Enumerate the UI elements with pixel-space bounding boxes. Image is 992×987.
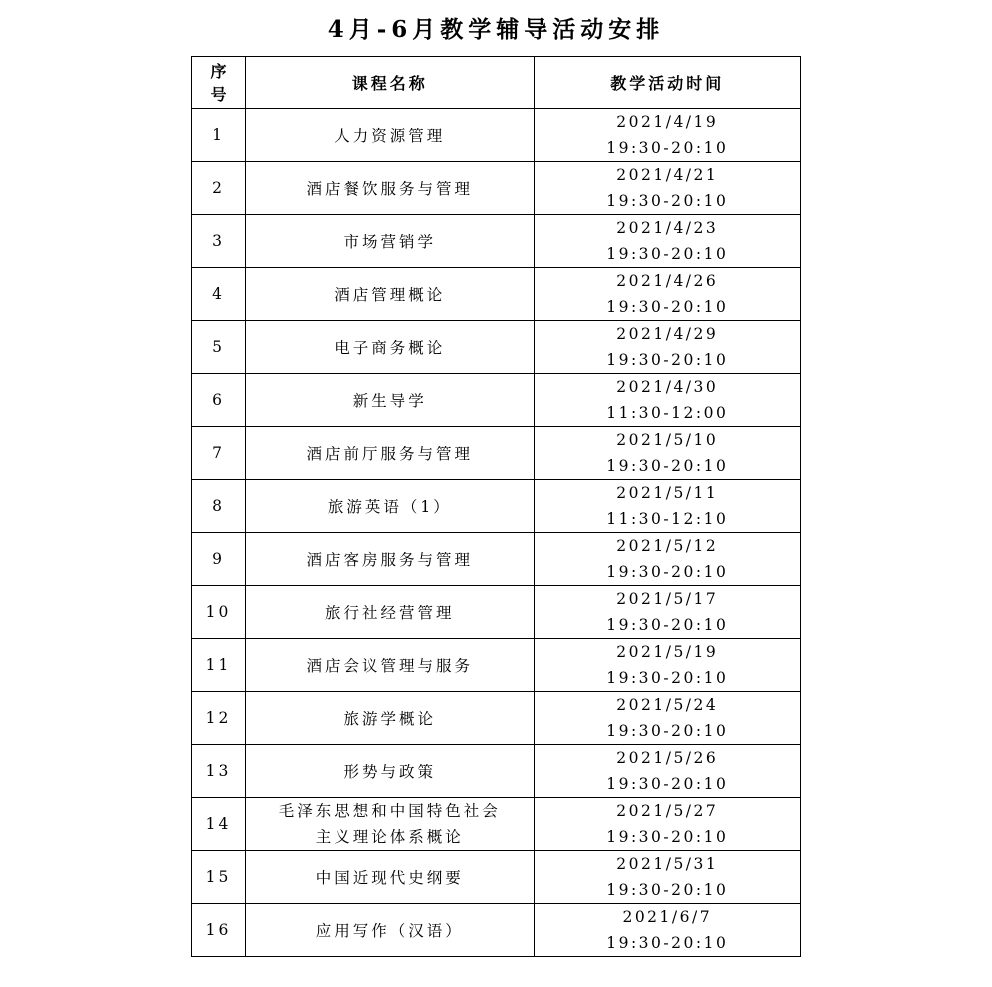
activity-hours: 19:30-20:10 xyxy=(606,775,729,793)
activity-hours: 19:30-20:10 xyxy=(606,457,729,475)
table-row xyxy=(192,427,801,480)
row-number: 9 xyxy=(192,533,246,586)
header-time: 教学活动时间 xyxy=(534,57,800,109)
row-number: 4 xyxy=(192,268,246,321)
activity-date: 2021/4/30 xyxy=(616,378,719,396)
activity-hours: 19:30-20:10 xyxy=(606,881,729,899)
row-number: 3 xyxy=(192,215,246,268)
activity-hours: 19:30-20:10 xyxy=(606,616,729,634)
course-name: 旅游学概论 xyxy=(246,692,534,745)
activity-hours: 19:30-20:10 xyxy=(606,722,729,740)
row-number: 16 xyxy=(192,904,246,957)
activity-hours: 19:30-20:10 xyxy=(606,245,729,263)
activity-time xyxy=(534,851,800,904)
row-number: 1 xyxy=(192,109,246,162)
schedule-table xyxy=(191,56,801,957)
activity-date: 2021/5/17 xyxy=(616,590,719,608)
activity-date: 2021/4/23 xyxy=(616,219,719,237)
table-row xyxy=(192,268,801,321)
activity-time xyxy=(534,162,800,215)
activity-time xyxy=(534,374,800,427)
activity-time xyxy=(534,904,800,957)
row-number: 15 xyxy=(192,851,246,904)
course-name: 酒店客房服务与管理 xyxy=(246,533,534,586)
table-row xyxy=(192,109,801,162)
table-row xyxy=(192,639,801,692)
activity-date: 2021/5/27 xyxy=(616,802,719,820)
row-number: 12 xyxy=(192,692,246,745)
activity-date: 2021/5/31 xyxy=(616,855,719,873)
table-row xyxy=(192,904,801,957)
course-name: 酒店前厅服务与管理 xyxy=(246,427,534,480)
activity-hours: 19:30-20:10 xyxy=(606,669,729,687)
course-name: 新生导学 xyxy=(246,374,534,427)
table-row xyxy=(192,162,801,215)
activity-time xyxy=(534,480,800,533)
activity-time xyxy=(534,745,800,798)
course-name: 电子商务概论 xyxy=(246,321,534,374)
activity-time xyxy=(534,427,800,480)
course-name xyxy=(246,798,534,851)
course-name: 酒店会议管理与服务 xyxy=(246,639,534,692)
row-number: 10 xyxy=(192,586,246,639)
activity-time xyxy=(534,533,800,586)
row-number: 8 xyxy=(192,480,246,533)
row-number: 13 xyxy=(192,745,246,798)
page-title: 4月-6月教学辅导活动安排 xyxy=(327,16,665,43)
activity-date: 2021/5/24 xyxy=(616,696,719,714)
activity-hours: 19:30-20:10 xyxy=(606,139,729,157)
table-row xyxy=(192,374,801,427)
activity-date: 2021/6/7 xyxy=(622,908,713,926)
table-row xyxy=(192,480,801,533)
activity-date: 2021/4/19 xyxy=(616,113,719,131)
course-name: 旅游英语（1） xyxy=(246,480,534,533)
activity-date: 2021/5/26 xyxy=(616,749,719,767)
activity-date: 2021/4/26 xyxy=(616,272,719,290)
table-row xyxy=(192,851,801,904)
course-name: 形势与政策 xyxy=(246,745,534,798)
row-number: 5 xyxy=(192,321,246,374)
activity-hours: 11:30-12:00 xyxy=(606,404,729,422)
header-course: 课程名称 xyxy=(246,57,534,109)
activity-date: 2021/5/11 xyxy=(616,484,719,502)
activity-time xyxy=(534,215,800,268)
table-row xyxy=(192,321,801,374)
table-row xyxy=(192,533,801,586)
activity-hours: 19:30-20:10 xyxy=(606,934,729,952)
activity-time xyxy=(534,586,800,639)
activity-date: 2021/4/21 xyxy=(616,166,719,184)
activity-hours: 19:30-20:10 xyxy=(606,351,729,369)
row-number: 6 xyxy=(192,374,246,427)
course-name: 酒店管理概论 xyxy=(246,268,534,321)
row-number: 14 xyxy=(192,798,246,851)
activity-time xyxy=(534,321,800,374)
activity-time xyxy=(534,639,800,692)
activity-hours: 19:30-20:10 xyxy=(606,298,729,316)
activity-hours: 19:30-20:10 xyxy=(606,563,729,581)
course-name: 中国近现代史纲要 xyxy=(246,851,534,904)
activity-time xyxy=(534,268,800,321)
activity-time xyxy=(534,798,800,851)
table-row xyxy=(192,586,801,639)
activity-hours: 11:30-12:10 xyxy=(606,510,729,528)
course-name-line-1: 毛泽东思想和中国特色社会 xyxy=(278,802,501,820)
course-name-line-2: 主义理论体系概论 xyxy=(315,828,464,846)
header-no: 序号 xyxy=(192,57,246,109)
table-header-row xyxy=(192,57,801,109)
activity-date: 2021/5/10 xyxy=(616,431,719,449)
course-name: 人力资源管理 xyxy=(246,109,534,162)
activity-date: 2021/5/12 xyxy=(616,537,719,555)
table-row xyxy=(192,215,801,268)
course-name: 旅行社经营管理 xyxy=(246,586,534,639)
row-number: 11 xyxy=(192,639,246,692)
activity-time xyxy=(534,692,800,745)
activity-hours: 19:30-20:10 xyxy=(606,192,729,210)
activity-date: 2021/4/29 xyxy=(616,325,719,343)
activity-date: 2021/5/19 xyxy=(616,643,719,661)
table-row xyxy=(192,745,801,798)
row-number: 7 xyxy=(192,427,246,480)
row-number: 2 xyxy=(192,162,246,215)
course-name: 市场营销学 xyxy=(246,215,534,268)
activity-time xyxy=(534,109,800,162)
activity-hours: 19:30-20:10 xyxy=(606,828,729,846)
course-name: 酒店餐饮服务与管理 xyxy=(246,162,534,215)
table-row xyxy=(192,798,801,851)
table-row xyxy=(192,692,801,745)
course-name: 应用写作（汉语） xyxy=(246,904,534,957)
